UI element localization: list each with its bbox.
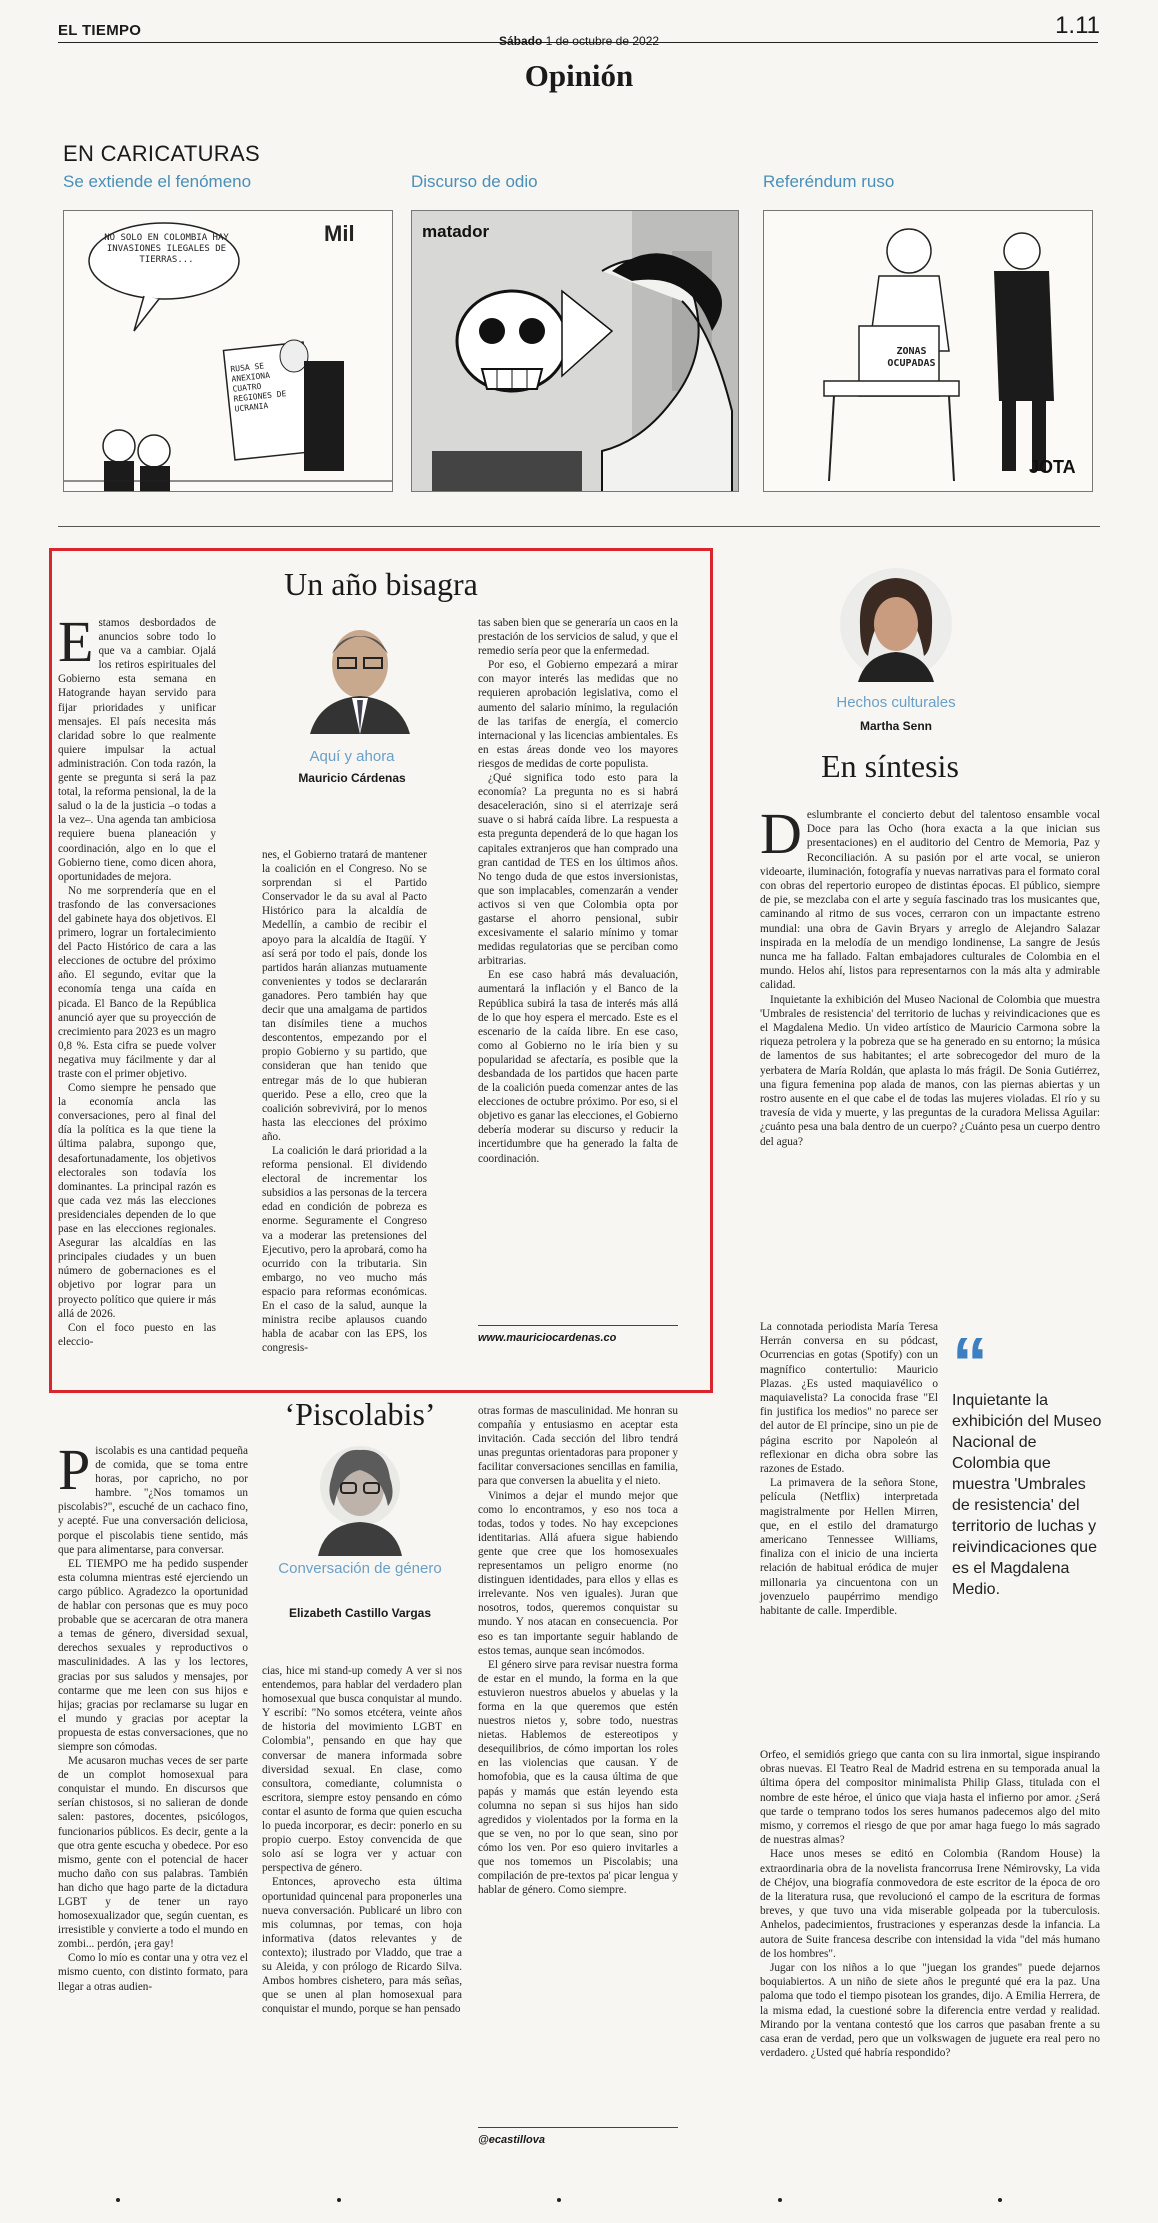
- article-3-body-top: [760, 801, 1100, 1149]
- article-2-dropcap: P: [58, 1437, 91, 1502]
- article-2-p3: Me acusaron muchas veces de ser parte de un complot homosexual para conquistar el mundo. En discursos que serían chistosos, si no salieran de donde salen: pastores, docentes, psicólogos, funcionarios públicos. Es decir, gente a la que otra gente escucha y obedece. Por eso mismo, gente con el potencial de hacer mucho daño con sus palabras. También han dicho que hago parte de la dictadura LGBT y de tener un rayo homosexualizador que, según cuentan, es irresistible y convierte a todo el mundo en zombi... perdón, ¡era gay!: [58, 1755, 248, 1951]
- article-3-author-photo: [838, 566, 954, 682]
- article-2-p9: El género sirve para revisar nuestra forma de estar en el mundo, la forma en la que estuvieron nuestros abuelos y abuelas y la forma en la que queremos que estén nuestros nietos y, sobre todo, nuestras nietas. Hablemos de estereotipos y desequilibrios, de cómo importan los roles en las violencias que causan. Y de homofobia, que es la causa última de que papás y mamás que están leyendo esta columna no sepan si sus hijos han sido agredidos y violentados por la forma en la que se ven, no por lo que sean, sino por cómo los ven. Por eso quiero invitarles a que nos tomemos un Piscolabis; una compilación de pre-textos pa' picar lengua y hablar de género. Como siempre.: [478, 1658, 678, 1897]
- article-2-p1: iscolabis es una cantidad pequeña de comida, que se toma entre horas, por capricho, no por hambre. "¿Nos tomamos un piscolabis?", escuché de un cachaco fino, y acepté. Fue una conversación deliciosa, porque el piscolabis tiene sentido, más que para alimentarse, para conversar.: [58, 1445, 248, 1556]
- article-1-author-photo: [300, 614, 420, 734]
- article-3-body-bottom: [760, 1748, 1100, 2060]
- cartoon-3: [763, 210, 1093, 492]
- article-1-author: Mauricio Cárdenas: [298, 771, 406, 785]
- issue-date: [0, 34, 1158, 48]
- article-1-p8: Por eso, el Gobierno empezará a mirar con mayor interés las medidas que no requieren aprobación legislativa, como el aumento del salario mínimo, la regulación de las tarifas de energía, el comercio internacional y las licencias ambientales. Es en estas áreas donde veo los mayores riesgos de medidas de corte populista.: [478, 659, 678, 770]
- article-2-p4: Como lo mío es contar una y otra vez el mismo cuento, con distinto formato, para llegar a otras audien-: [58, 1952, 248, 1993]
- section-title: Opinión: [524, 58, 634, 93]
- article-3-title: En síntesis: [821, 748, 959, 784]
- print-marks: [0, 2195, 1158, 2205]
- cartoon-1-subtitle: Se extiende el fenómeno: [63, 172, 252, 191]
- article-2-author: Elizabeth Castillo Vargas: [288, 1606, 432, 1620]
- article-3-p3: La connotada periodista María Teresa Herrán conversa en su pódcast, Ocurrencias en gotas (Spotify) con un magnífico contertulio: Mauricio Plazas. ¿Es usted maquiavélico o maquiavelista? La conocida frase "El fin justifica los medios" no parece ser del autor de El príncipe, sino un pie de página escrito por Napoleón al reflexionar en dicha obra sobre las razones de Estado.: [760, 1321, 938, 1476]
- article-2-col-1: [58, 1437, 248, 1994]
- article-2-web[interactable]: @ecastillova: [478, 2127, 678, 2146]
- article-1-p9: ¿Qué significa todo esto para la economía? La pregunta no es si habrá desaceleración, sino si el aterrizaje será suave o si habrá caída libre. La respuesta a esta pregunta dependerá de lo que hagan los capitales extranjeros que han comprado una gran cantidad de TES en los últimos años. No tengo duda de que estos inversionistas, que son implacables, comenzarán a vender activos si ven que Colombia opta por gastarse el ahorro pensional, subir excesivamente el salario mínimo y tomar medidas regulatorias que se perciban como arbitrarias.: [478, 772, 678, 968]
- article-2-p7: otras formas de masculinidad. Me honran su compañía y entusiasmo en aceptar esta invitación. Cada sección del libro tendrá unas preguntas orientadoras para proponer y facilitar conversaciones sencillas en familia, para que conversen la abuelita y el nieto.: [478, 1405, 678, 1488]
- article-1-p3: Como siempre he pensado que la economía ancla las conversaciones, pero al final del día la política es la que tiene la última palabra, supongo que, desafortunadamente, los objetivos electorales son todavía los dominantes. La principal razón es que cada vez más las elecciones presidenciales dependen de lo que pase en las elecciones regionales. Asegurar las alcaldías en las principales ciudades y un buen número de gobernaciones es el objetivo por lograr para un proyecto político que quiere ir más allá de 2026.: [58, 1082, 216, 1320]
- article-2-title: ‘Piscolabis’: [284, 1396, 436, 1432]
- article-3-p1: eslumbrante el concierto debut del talentoso ensamble vocal Doce para las Ocho (hora exacta a la que inician sus presentaciones) en el auditorio del Centro de Memoria, Paz y Reconciliación. A su pasión por el arte vocal, se unieron videoarte, iluminación, fotografía y nuevas narrativas para el formato coral con obras del repertorio europeo de distintas épocas. El público, siempre de pie, se mezclaba con el arte y seguía fascinado tras los musicantes que, caminando al ritmo de sus voces, cerraron con un impactante estreno mundial: una obra de Gavin Bryars y arreglo de Alejandro Salazar inspirada en la melodía de un mendigo londinense, La sangre de Jesús nunca me ha fallado. Faltan embajadores culturales de Colombia en el mundo. Helos ahí, listos para representarnos con la más alta y admirable calidad.: [760, 809, 1100, 992]
- article-1-p1: stamos desbordados de anuncios sobre todo lo que va a cambiar. Ojalá los retiros espirituales del Gobierno esta semana en Hatogrande hayan servido para fijar prioridades y unificar mensajes. El país necesita más claridad sobre lo que realmente quiere impulsar la actual administración. Con toda razón, la gente se pregunta si será la paz total, la reforma pensional, la de la salud o la de la justicia –o todas a la vez–. Una agenda tan ambiciosa requiere buena planeación y coordinación, algo en lo que el Gobierno tiene, como dicen ahora, oportunidades de mejora.: [58, 617, 216, 883]
- cartoon-1: [63, 210, 393, 492]
- article-1-column-name: Aquí y ahora: [309, 748, 395, 765]
- cartoon-2-drawing: [412, 211, 739, 492]
- page-number: 1.11: [1055, 12, 1100, 39]
- article-3-p5: Orfeo, el semidiós griego que canta con su lira inmortal, sigue inspirando obras nuevas. El Teatro Real de Madrid estrena en su temporada anual la última ópera del compositor minimalista Philip Glass, titulada con el nombre de este héroe, el único que viaja hasta el infierno por amor. ¿Será que tarde o temprano todos los seres humanos padecemos algo del mito mismo, y corremos el riesgo de que por amar haga fuego lo más sagrado de nuestras almas?: [760, 1749, 1100, 1847]
- cartoon-3-box-label: ZONAS OCUPADAS: [887, 346, 936, 369]
- cartoon-1-drawing: [64, 211, 393, 492]
- article-1-web[interactable]: www.mauriciocardenas.co: [478, 1325, 678, 1344]
- newspaper-name: EL TIEMPO: [58, 22, 142, 39]
- article-3-p2: Inquietante la exhibición del Museo Nacional de Colombia que muestra 'Umbrales de resistencia' del territorio de luchas y reivindicaciones que es el Magdalena Medio. Un video artístico de Mauricio Carmona sobre la riqueza petrolera y la pobreza que se ha generado en su entorno; la música de lamentos de sus habitantes; el arte sobrecogedor del muro de la yerbatera de María Roldán, que aplasta lo más frágil. De Sonia Gutiérrez, una figura femenina pop alada de manos, con las piernas abiertas y un rostro ausente en el que cabe el de todas las mujeres violadas. El río y su travesía de vida y muerte, y las preguntas de la curadora Melissa Aguilar: ¿cuánto pesa una bala dentro de un cuerpo? ¿Cuánto pesa un cuerpo dentro del agua?: [760, 993, 1100, 1148]
- article-1-p5: nes, el Gobierno tratará de mantener la coalición en el Congreso. No se sorprendan si el Partido Conservador le da su aval al Pacto Histórico para la alcaldía de Medellín, a cambio de recibir el apoyo para la alcaldía de Itagüí. Y así será por todo el país, donde los partidos harán alianzas mutuamente convenientes y todos se declararán ganadores. Pero también hay que decir que una amalgama de partidos tan disímiles tiene a muchos descontentos, empezando por el propio Gobierno y su partido, que consideran que han tenido que entregar más de lo que hubieran querido. Pese a ello, creo que la coalición sobrevivirá, por lo menos hasta las elecciones del próximo año.: [262, 849, 427, 1143]
- cartoon-3-subtitle: Referéndum ruso: [763, 172, 895, 191]
- cartoon-2-subtitle: Discurso de odio: [411, 172, 538, 191]
- date-day: Sábado: [498, 34, 543, 48]
- date-rest: 1 de octubre de 2022: [542, 34, 660, 48]
- section-rule: [58, 526, 1100, 527]
- cartoon-2-label: matador: [422, 222, 490, 241]
- article-3-dropcap: D: [760, 801, 802, 866]
- article-1-col-3: [478, 616, 678, 1166]
- article-3-body-narrow: [760, 1320, 938, 1618]
- article-2-p6: Entonces, aprovecho esta última oportunidad quincenal para proponerles una nueva conversación. Publicaré un libro con mis columnas, por temas, con hoja informativa (datos relevantes y de contexto); ilustrado por Vladdo, que trae a su Aleida, y con prólogo de Ricardo Silva. Ambos hombres cisheterο, para más señas, que se unen al plan homosexual para conquistar el mundo, porque se han pensado: [262, 1876, 462, 2016]
- cartoon-1-sign: RUSA SE ANEXIONA CUATRO REGIONES DE UCRANIA: [230, 361, 287, 414]
- cartoon-1-bubble: NO SOLO EN COLOMBIA HAY INVASIONES ILEGALES DE TIERRAS...: [104, 233, 229, 265]
- article-3-p4: La primavera de la señora Stone, película (Netflix) interpretada magistralmente por Hellen Mirren, que, en el estilo del dramaturgo americano Tennessee Williams, finaliza con el inicio de una incierta relación de habitual eródica de mujer millonaria ya cincuentona con un jovenzuelo paupérrimo mendigo habitante de calle. Imperdible.: [760, 1477, 938, 1618]
- article-3-p7: Jugar con los niños a lo que "juegan los grandes" puede dejarnos boquiabiertos. A un niño de siete años le pregunté qué era la paz. Una paloma que todo el tiempo pisotean los grandes, dijo. A Emilia Herrera, de la misma edad, la cuestioné sobre la diferencia entre verdad y realidad. Mirando por la ventana contestó que los carros que pasaban frente a su casa eran de verdad, pero que un volkswagen de juguete era real pero no verdadero. ¿Usted qué habría respondido?: [760, 1962, 1100, 2060]
- article-1-p4: Con el foco puesto en las eleccio-: [58, 1321, 216, 1348]
- article-2-col-3: [478, 1404, 678, 1897]
- article-1-title: Un año bisagra: [284, 566, 478, 602]
- article-1-col-2: [262, 848, 427, 1355]
- article-1-dropcap: E: [58, 609, 94, 674]
- caricaturas-kicker: EN CARICATURAS: [63, 141, 260, 166]
- article-3-column-name: Hechos culturales: [836, 694, 956, 711]
- article-2-p5: cias, hice mi stand-up comedy A ver si nos entendemos, para hablar del verdadero plan homosexual que busca conquistar al mundo. Y escribí: "No somos etcétera, veinte años de historia del movimiento LGBT en Colombia", pensando en que hay que conversar de manera informada sobre diversidad sexual. En clase, como consultora, comediante, columnista o escritora, siempre estoy pensando en cómo contar el asunto de forma que quien escucha lo pueda incorporar, es decir: ponerlo en su propio cuerpo. Estoy convencida de que solo así se logra ver y actuar con perspectiva de género.: [262, 1665, 462, 1875]
- cartoon-3-drawing: [764, 211, 1093, 492]
- article-2-col-2: [262, 1664, 462, 2016]
- article-1-p10: En ese caso habrá más devaluación, aumentará la inflación y el Banco de la República subirá la tasa de interés más allá de lo que hoy espera el mercado. Este es el escenario de la caída libre. En ese caso, como al Gobierno no le iría bien y su popularidad se afectaría, es posible que la desbandada de los partidos que hacen parte de la coalición pueda comenzar antes de las elecciones de octubre próximo. Por eso, si el objetivo es ganar las elecciones, el Gobierno debería moderar su discurso y reducir la incertidumbre que ha generado la falta de coordinación.: [478, 969, 678, 1165]
- cartoon-2: [411, 210, 739, 492]
- article-1-p7: tas saben bien que se generaría un caos en la prestación de los servicios de salud, y que el remedio sería peor que la enfermedad.: [478, 617, 678, 658]
- article-1-col-1: [58, 609, 216, 1349]
- cartoon-1-signature: Mil: [324, 221, 355, 246]
- article-2-column-name: Conversación de género: [278, 1560, 442, 1577]
- article-1-p6: La coalición le dará prioridad a la reforma pensional. El dividendo electoral de incrementar los subsidios a las personas de la tercera edad en condición de pobreza es enorme. Seguramente el Congreso va a moderar las pretensiones del Ejecutivo, pero la aprobará, como ha ocurrido con la tributaria. Sin embargo, no veo mucho más espacio para reformas económicas. En el caso de la salud, aunque la ministra recibe aplausos cuando habla de acabar con las EPS, los congresis-: [262, 1144, 427, 1355]
- quote-icon: “: [952, 1324, 988, 1404]
- cartoon-3-signature: JOTA: [1029, 457, 1076, 477]
- article-2-p8: Vinimos a dejar el mundo mejor que como lo encontramos, y eso nos toca a todas, todos y todes. No hay excepciones identitarias. Allá afuera sigue habiendo gente que cree que los homosexuales representamos un peligro enorme (no distinguen identidades, para ellos y ellas es irrelevante. Nos ven iguales). Juran que nosotros, todos, queremos conquistar su mundo. Y nos atacan en consecuencia. Por eso es tan importante seguir hablando de estos temas, aunque sean incómodos.: [478, 1489, 678, 1657]
- article-2-author-photo: [300, 1436, 420, 1556]
- article-1-p2: No me sorprendería que en el trasfondo de las conversaciones del gabinete haya dos objetivos. El primero, lograr un fortalecimiento del Pacto Histórico de cara a las elecciones de octubre del próximo año. El segundo, evitar que la economía tenga una caída en picada. El Banco de la República anunció ayer que su proyección de crecimiento para 2023 es un magro 0,8 %. Esta cifra se puede volver negativa muy fácilmente y dar al traste con el primer objetivo.: [58, 884, 216, 1080]
- article-2-p2: EL TIEMPO me ha pedido suspender esta columna mientras esté ejerciendo un cargo público. Agradezco la oportunidad de hablar con personas que es muy poco probable que se acercaran de otra manera a temas de género, diversidad sexual, derechos sexuales y reproductivos o masculinidades. A las y los lectores, gracias por sus saludos y mensajes, por contarme que me leen con sus hijos e hijas; gracias por reclamarse su lugar en el mundo y gracias por aceptar la propuesta de estas conversaciones, que no siempre son cómodas.: [58, 1557, 248, 1753]
- article-3-p6: Hace unos meses se editó en Colombia (Random House) la extraordinaria obra de la novelista francorrusa Irene Némirovsky, La vida de Chéjov, una biografía conmovedora de este escritor de la época de oro de la literatura rusa, que revolucionó el campo de la escritura de formas breves, y que tuvo una vida miserable golpeada por la tuberculosis. Anhelos, padecimientos, frustraciones y esperanzas desde la infancia. La autora de Suite francesa describe con intensidad la vida "del más humano de los hombres".: [760, 1848, 1100, 1960]
- article-3-author: Martha Senn: [859, 719, 932, 733]
- article-3-pullquote: Inquietante la exhibición del Museo Nacional de Colombia que muestra 'Umbrales de resistencia' del territorio de luchas y reivindicaciones que es el Magdalena Medio.: [952, 1392, 1102, 1598]
